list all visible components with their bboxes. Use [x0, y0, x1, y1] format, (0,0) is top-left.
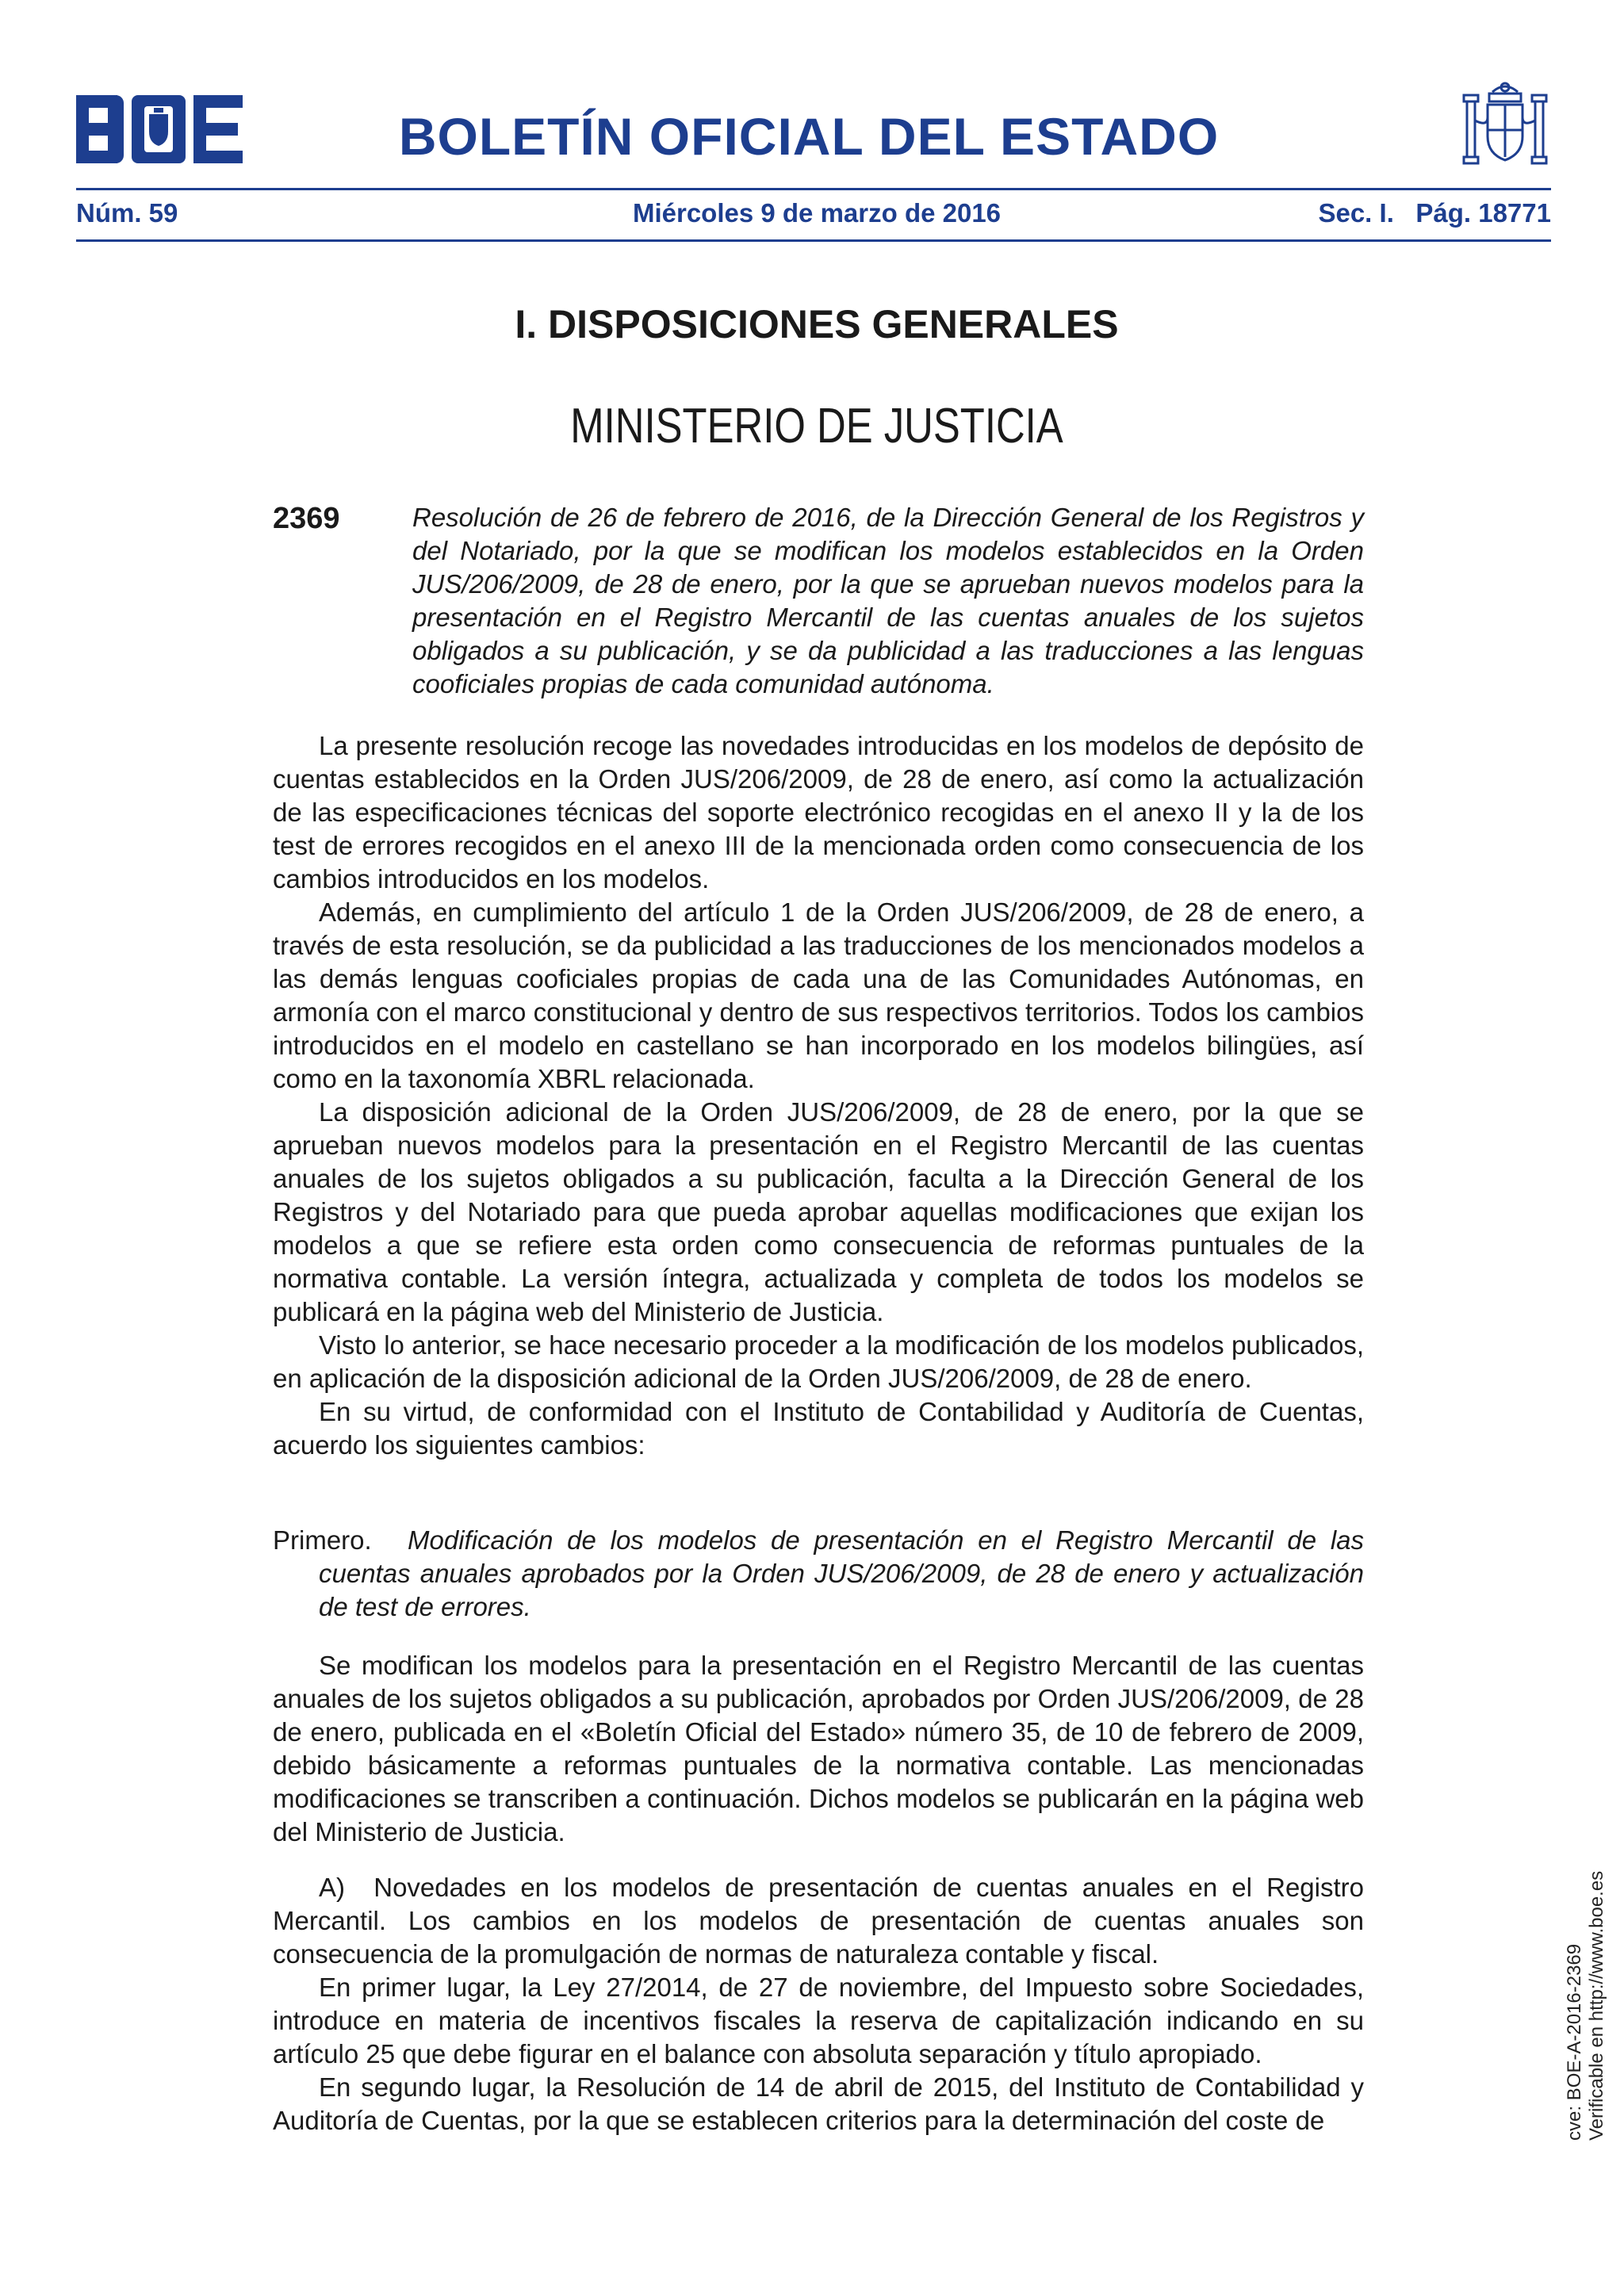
issue-date: Miércoles 9 de marzo de 2016 [632, 198, 1002, 228]
boe-logo [76, 95, 243, 163]
document-number: 2369 [273, 502, 340, 535]
paragraph: En primer lugar, la Ley 27/2014, de 27 de noviembre, del Impuesto sobre Sociedades, introduce en materia de incentivos fiscales la reserva de capitalización indicando en su artículo 25 que debe figurar en el balance con absoluta separación y título apropiado. [273, 1973, 1364, 2068]
issue-number: Núm. 59 [76, 198, 178, 228]
section-title: I. DISPOSICIONES GENERALES [515, 302, 1119, 346]
coat-of-arms-icon [1461, 81, 1549, 174]
body-text-continued [273, 1649, 1372, 2137]
section-page: Sec. I. Pág. 18771 [1318, 198, 1551, 228]
verify-link[interactable]: Verificable en http://www.boe.es [1586, 1870, 1607, 2141]
paragraph: Además, en cumplimiento del artículo 1 de la Orden JUS/206/2009, de 28 de enero, a través de esta resolución, se da publicidad a las traducciones de los mencionados modelos a las demás lenguas cooficiales propias de cada una de las Comunidades Autónomas, en armonía con el marco constitucional y dentro de sus respectivos territorios. Todos los cambios introducidos en el modelo en castellano se han incorporado en los modelos bilingües, así como en la taxonomía XBRL relacionada. [273, 897, 1364, 1093]
paragraph: En su virtud, de conformidad con el Instituto de Contabilidad y Auditoría de Cuentas, acuerdo los siguientes cambios: [273, 1397, 1364, 1460]
article-title: Modificación de los modelos de presentación en el Registro Mercantil de las cuentas anuales aprobados por la Orden JUS/206/2009, de 28 de enero y actualización de test de errores. [319, 1525, 1364, 1621]
paragraph: Visto lo anterior, se hace necesario proceder a la modificación de los modelos publicados, en aplicación de la disposición adicional de la Orden JUS/206/2009, de 28 de enero. [273, 1330, 1364, 1393]
verification-note [1564, 1760, 1608, 2141]
paragraph: Se modifican los modelos para la presentación en el Registro Mercantil de las cuentas anuales de los sujetos obligados a su publicación, aprobados por Orden JUS/206/2009, de 28 de enero, publicada en el «Boletín Oficial del Estado» número 35, de 10 de febrero de 2009, debido básicamente a reformas puntuales de la normativa contable. Las mencionadas modificaciones se transcriben a continuación. Dichos modelos se publicarán en la página web del Ministerio de Justicia. [273, 1651, 1364, 1846]
article-label: Primero. [273, 1525, 372, 1555]
body-text [273, 729, 1364, 1462]
resolution-summary: Resolución de 26 de febrero de 2016, de la Dirección General de los Registros y del Notariado, por la que se modifican los modelos establecidos en la Orden JUS/206/2009, de 28 de enero, por la que se aprueban nuevos modelos para la presentación en el Registro Mercantil de las cuentas anuales de los sujetos obligados a su publicación, y se da publicidad a las traducciones a las lenguas cooficiales propias de cada comunidad autónoma. [412, 503, 1364, 698]
ministry-name: MINISTERIO DE JUSTICIA [570, 399, 1063, 453]
paragraph: La disposición adicional de la Orden JUS/206/2009, de 28 de enero, por la que se aprueban nuevos modelos para la presentación en el Registro Mercantil de las cuentas anuales de los sujetos obligados a su publicación, faculta a la Dirección General de los Registros y del Notariado para que pueda aprobar aquellas modificaciones que exijan los modelos a que se refiere esta orden como consecuencia de reformas puntuales de la normativa contable. La versión íntegra, actualizada y completa de todos los modelos se publicará en la página web del Ministerio de Justicia. [273, 1097, 1364, 1326]
publication-title: BOLETÍN OFICIAL DEL ESTADO [398, 107, 1220, 166]
paragraph: A) Novedades en los modelos de presentación de cuentas anuales en el Registro Mercantil. Los cambios en los modelos de presentación de cuentas anuales son consecuencia de la promulgación de normas de naturaleza contable y fiscal. [273, 1873, 1372, 1969]
paragraph: En segundo lugar, la Resolución de 14 de abril de 2015, del Instituto de Contabilidad y Auditoría de Cuentas, por la que se establecen criterios para la determinación del coste de [273, 2072, 1364, 2135]
cve-code: cve: BOE-A-2016-2369 [1564, 1943, 1585, 2141]
paragraph: La presente resolución recoge las novedades introducidas en los modelos de depósito de cuentas establecidos en la Orden JUS/206/2009, de 28 de enero, así como la actualización de las especificaciones técnicas del soporte electrónico recogidas en el anexo II y la de los test de errores recogidos en el anexo III de la mencionada orden como consecuencia de los cambios introducidos en los modelos. [273, 731, 1364, 894]
header-rule-top [76, 188, 1551, 190]
header-rule-bottom [76, 239, 1551, 242]
article-heading [273, 1524, 1364, 1624]
